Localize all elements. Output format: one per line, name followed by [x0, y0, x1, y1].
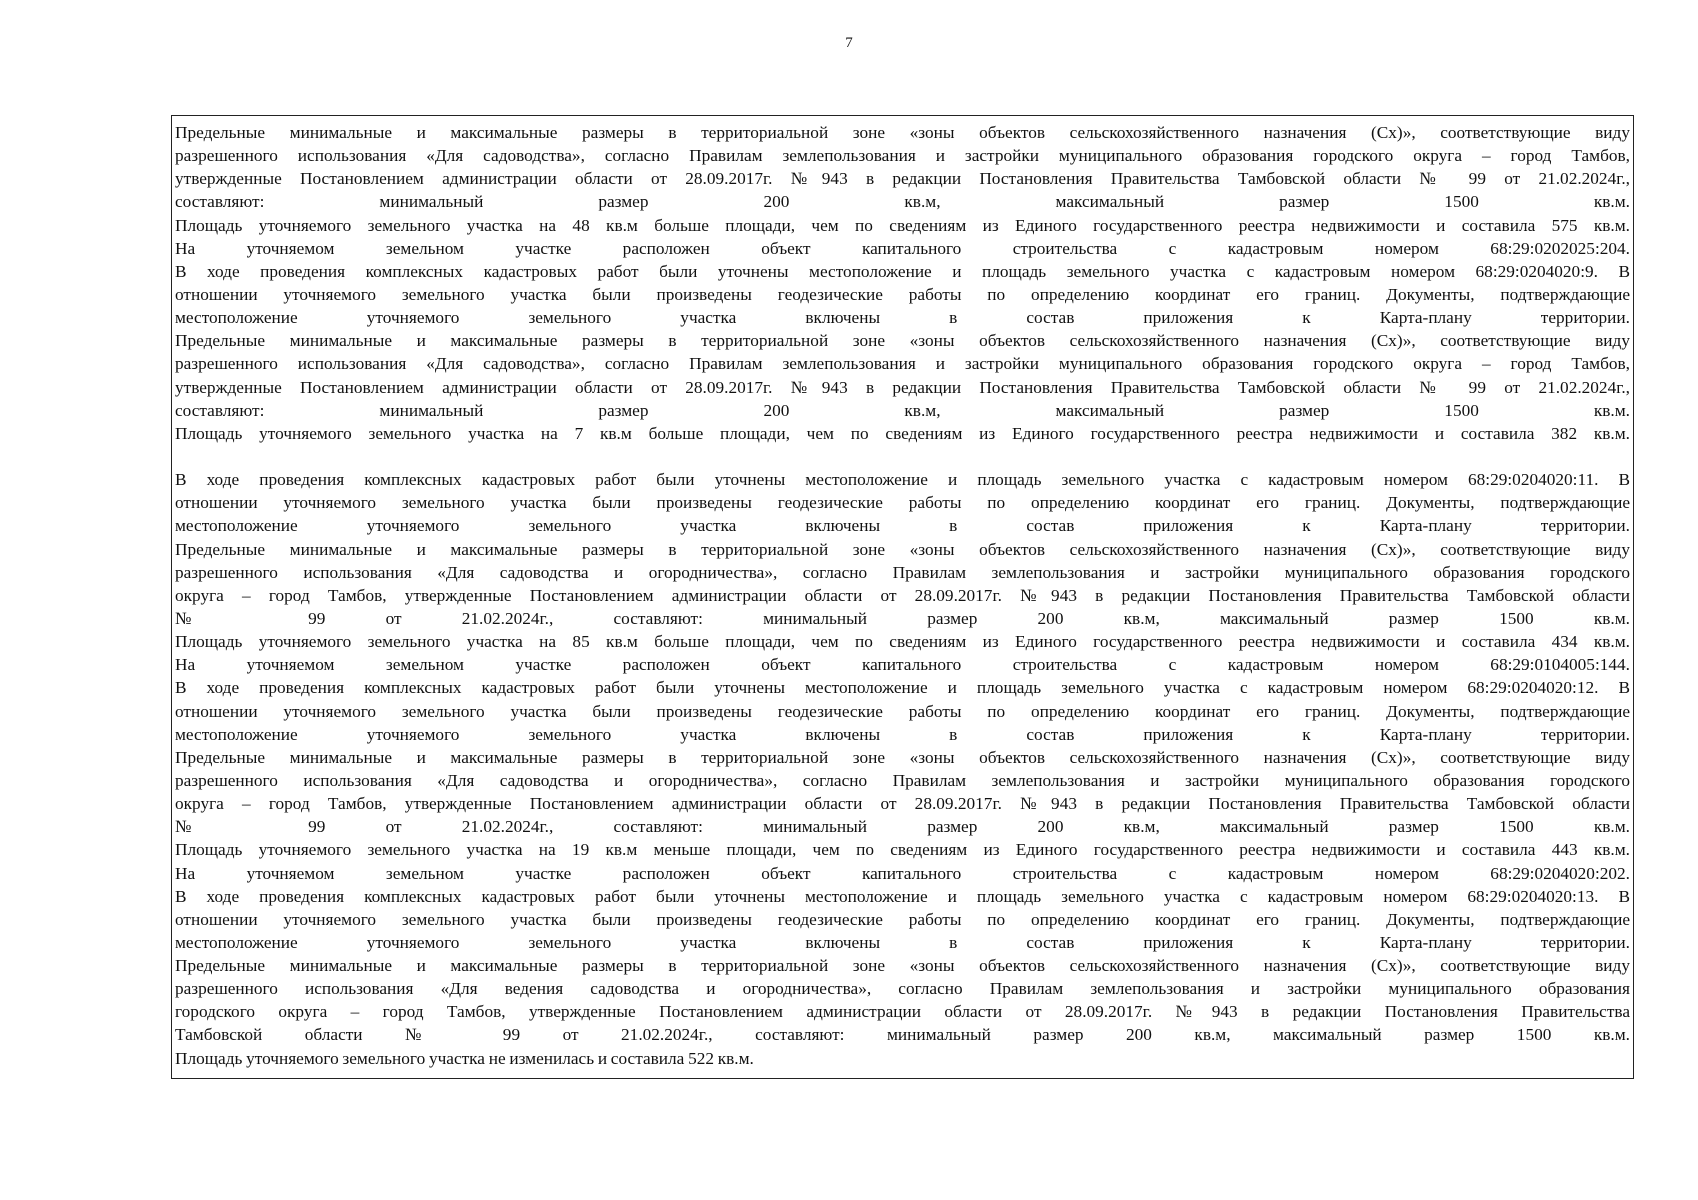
- text-line: разрешенного использования «Для садоводства и огородничества», согласно Правилам землепользования и застройки муниципального образования городского: [175, 562, 1630, 582]
- text-line: составляют: минимальный размер 200 кв.м, максимальный размер 1500 кв.м.: [175, 192, 1630, 212]
- text-line: местоположение уточняемого земельного участка включены в состав приложения к Карта-плану территории.: [175, 724, 1630, 744]
- text-line: На уточняемом земельном участке расположен объект капитального строительства с кадастровым номером 68:29:0204020:202.: [175, 863, 1630, 883]
- text-line: отношении уточняемого земельного участка были произведены геодезические работы по определению координат его границ. Документы, подтверждающие: [175, 284, 1630, 304]
- text-line: разрешенного использования «Для садоводства», согласно Правилам землепользования и застройки муниципального образования городского округа – город Тамбов,: [175, 354, 1630, 374]
- text-line: отношении уточняемого земельного участка были произведены геодезические работы по определению координат его границ. Документы, подтверждающие: [175, 701, 1630, 721]
- text-line: утвержденные Постановлением администрации области от 28.09.2017г. №943 в редакции Постановления Правительства Тамбовской области № 99 от 21.02.2024г.,: [175, 169, 1630, 189]
- text-line: местоположение уточняемого земельного участка включены в состав приложения к Карта-плану территории.: [175, 932, 1630, 952]
- text-line: Площадь уточняемого земельного участка на 7 кв.м больше площади, чем по сведениям из Единого государственного реестра недвижимости и составила 382 кв.м.: [175, 423, 1630, 443]
- text-line: В ходе проведения комплексных кадастровых работ были уточнены местоположение и площадь земельного участка с кадастровым номером 68:29:0204020:13. В: [175, 886, 1630, 906]
- paragraph-block-1: [175, 121, 1630, 445]
- text-line: Предельные минимальные и максимальные размеры в территориальной зоне «зоны объектов сельскохозяйственного назначения (Сх)», соответствующие виду: [175, 747, 1630, 767]
- text-line: Площадь уточняемого земельного участка на 48 кв.м больше площади, чем по сведениям из Единого государственного реестра недвижимости и составила 575 кв.м.: [175, 215, 1630, 235]
- text-line: В ходе проведения комплексных кадастровых работ были уточнены местоположение и площадь земельного участка с кадастровым номером 68:29:0204020:9. В: [175, 261, 1630, 281]
- text-line: Предельные минимальные и максимальные размеры в территориальной зоне «зоны объектов сельскохозяйственного назначения (Сх)», соответствующие виду: [175, 331, 1630, 351]
- text-line: На уточняемом земельном участке расположен объект капитального строительства с кадастровым номером 68:29:0104005:144.: [175, 655, 1630, 675]
- text-line: Площадь уточняемого земельного участка на 19 кв.м меньше площади, чем по сведениям из Единого государственного реестра недвижимости и составила 443 кв.м.: [175, 840, 1630, 860]
- paragraph-spacer: [175, 445, 1630, 468]
- text-line: Тамбовской области № 99 от 21.02.2024г., составляют: минимальный размер 200 кв.м, максимальный размер 1500 кв.м.: [175, 1025, 1630, 1045]
- text-line: Предельные минимальные и максимальные размеры в территориальной зоне «зоны объектов сельскохозяйственного назначения (Сх)», соответствующие виду: [175, 956, 1630, 976]
- text-line: разрешенного использования «Для садоводства», согласно Правилам землепользования и застройки муниципального образования городского округа – город Тамбов,: [175, 146, 1630, 166]
- paragraph-block-2: [175, 468, 1630, 1070]
- text-line: В ходе проведения комплексных кадастровых работ были уточнены местоположение и площадь земельного участка с кадастровым номером 68:29:0204020:11. В: [175, 470, 1630, 490]
- text-line: округа – город Тамбов, утвержденные Постановлением администрации области от 28.09.2017г. №943 в редакции Постановления Правительства Тамбовской области: [175, 794, 1630, 814]
- text-line: № 99 от 21.02.2024г., составляют: минимальный размер 200 кв.м, максимальный размер 1500 кв.м.: [175, 817, 1630, 837]
- text-line: городского округа – город Тамбов, утвержденные Постановлением администрации области от 28.09.2017г. №943 в редакции Постановления Правительства: [175, 1002, 1630, 1022]
- text-line: местоположение уточняемого земельного участка включены в состав приложения к Карта-плану территории.: [175, 308, 1630, 328]
- text-line: Предельные минимальные и максимальные размеры в территориальной зоне «зоны объектов сельскохозяйственного назначения (Сх)», соответствующие виду: [175, 123, 1630, 142]
- text-line: Площадь уточняемого земельного участка на 85 кв.м больше площади, чем по сведениям из Единого государственного реестра недвижимости и составила 434 кв.м.: [175, 632, 1630, 652]
- text-line: составляют: минимальный размер 200 кв.м, максимальный размер 1500 кв.м.: [175, 400, 1630, 420]
- text-line: разрешенного использования «Для ведения садоводства и огородничества», согласно Правилам землепользования и застройки муниципального образования: [175, 979, 1630, 999]
- text-line: отношении уточняемого земельного участка были произведены геодезические работы по определению координат его границ. Документы, подтверждающие: [175, 493, 1630, 513]
- text-line: местоположение уточняемого земельного участка включены в состав приложения к Карта-плану территории.: [175, 516, 1630, 536]
- document-text-block: [171, 115, 1634, 1079]
- text-line: округа – город Тамбов, утвержденные Постановлением администрации области от 28.09.2017г. №943 в редакции Постановления Правительства Тамбовской области: [175, 585, 1630, 605]
- text-line: Предельные минимальные и максимальные размеры в территориальной зоне «зоны объектов сельскохозяйственного назначения (Сх)», соответствующие виду: [175, 539, 1630, 559]
- text-line: Площадь уточняемого земельного участка не изменилась и составила 522 кв.м.: [175, 1048, 754, 1068]
- text-line: утвержденные Постановлением администрации области от 28.09.2017г. №943 в редакции Постановления Правительства Тамбовской области № 99 от 21.02.2024г.,: [175, 377, 1630, 397]
- text-line: В ходе проведения комплексных кадастровых работ были уточнены местоположение и площадь земельного участка с кадастровым номером 68:29:0204020:12. В: [175, 678, 1630, 698]
- text-line: отношении уточняемого земельного участка были произведены геодезические работы по определению координат его границ. Документы, подтверждающие: [175, 909, 1630, 929]
- page-number: 7: [845, 35, 853, 51]
- text-line: № 99 от 21.02.2024г., составляют: минимальный размер 200 кв.м, максимальный размер 1500 кв.м.: [175, 608, 1630, 628]
- text-line: На уточняемом земельном участке расположен объект капитального строительства с кадастровым номером 68:29:0202025:204.: [175, 238, 1630, 258]
- text-line: разрешенного использования «Для садоводства и огородничества», согласно Правилам землепользования и застройки муниципального образования городского: [175, 770, 1630, 790]
